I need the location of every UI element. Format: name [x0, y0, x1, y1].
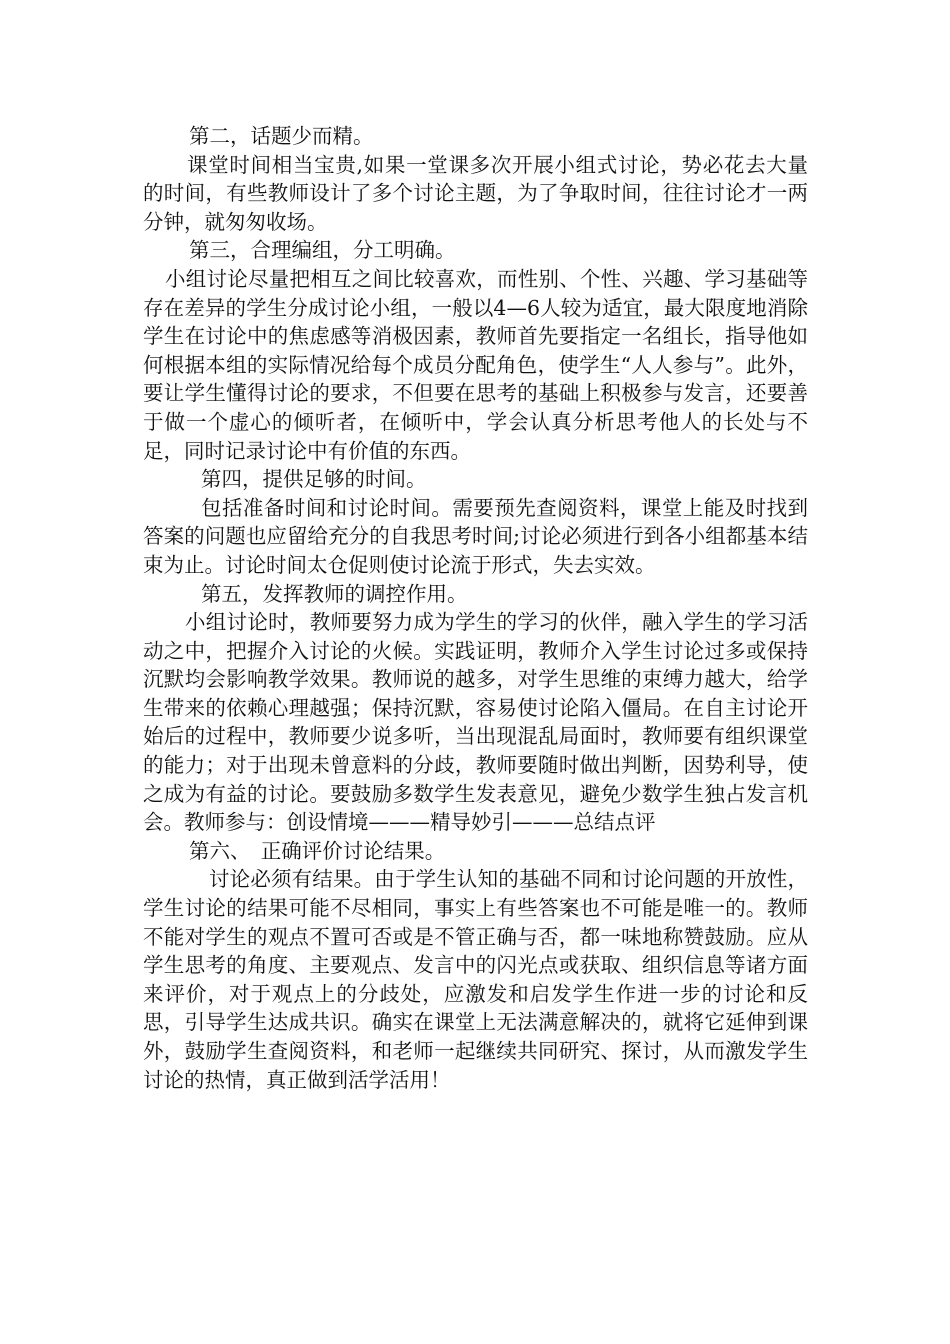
section-body-5: 小组讨论时，教师要努力成为学生的学习的伙伴，融入学生的学习活动之中，把握介入讨论的火候。实践证明，教师介入学生讨论过多或保持沉默均会影响教学效果。教师说的越多，对学生思维的束缚力越大，给学生带来的依赖心理越强；保持沉默，容易使讨论陷入僵局。在自主讨论开始后的过程中，教师要少说多听，当出现混乱局面时，教师要有组织课堂的能力；对于出现未曾意料的分歧，教师要随时做出判断，因势利导，使之成为有益的讨论。要鼓励多数学生发表意见，避免少数学生独占发言机会。教师参与：创设情境———精导妙引———总结点评 — [143, 610, 808, 835]
document-body — [143, 122, 808, 1094]
section-heading-6: 第六、 正确评价讨论结果。 — [189, 838, 446, 863]
section-heading-3: 第三，合理编组，分工明确。 — [189, 238, 456, 263]
section-body-6: 讨论必须有结果。由于学生认知的基础不同和讨论问题的开放性，学生讨论的结果可能不尽相同，事实上有些答案也不可能是唯一的。教师不能对学生的观点不置可否或是不管正确与否，都一味地称赞鼓励。应从学生思考的角度、主要观点、发言中的闪光点或获取、组织信息等诸方面来评价，对于观点上的分歧处，应激发和启发学生作进一步的讨论和反思，引导学生达成共识。确实在课堂上无法满意解决的，就将它延伸到课外，鼓励学生查阅资料，和老师一起继续共同研究、探讨，从而激发学生讨论的热情，真正做到活学活用！ — [143, 867, 808, 1092]
section-body-4: 包括准备时间和讨论时间。需要预先查阅资料，课堂上能及时找到答案的问题也应留给充分的自我思考时间;讨论必须进行到各小组都基本结束为止。讨论时间太仓促则使讨论流于形式，失去实效。 — [143, 495, 808, 577]
section-body-3: 小组讨论尽量把相互之间比较喜欢，而性别、个性、兴趣、学习基础等存在差异的学生分成讨论小组，一般以4—6人较为适宜，最大限度地消除学生在讨论中的焦虑感等消极因素，教师首先要指定一名组长，指导他如何根据本组的实际情况给每个成员分配角色，使学生“人人参与”。此外，要让学生懂得讨论的要求，不但要在思考的基础上积极参与发言，还要善于做一个虚心的倾听者，在倾听中，学会认真分析思考他人的长处与不足，同时记录讨论中有价值的东西。 — [143, 266, 808, 463]
section-body-2: 课堂时间相当宝贵,如果一堂课多次开展小组式讨论，势必花去大量的时间，有些教师设计了多个讨论主题，为了争取时间，往往讨论才一两分钟，就匆匆收场。 — [143, 152, 808, 234]
section-heading-5: 第五，发挥教师的调控作用。 — [201, 581, 468, 606]
section-heading-2: 第二，话题少而精。 — [189, 124, 374, 148]
section-heading-4: 第四，提供足够的时间。 — [201, 467, 427, 492]
